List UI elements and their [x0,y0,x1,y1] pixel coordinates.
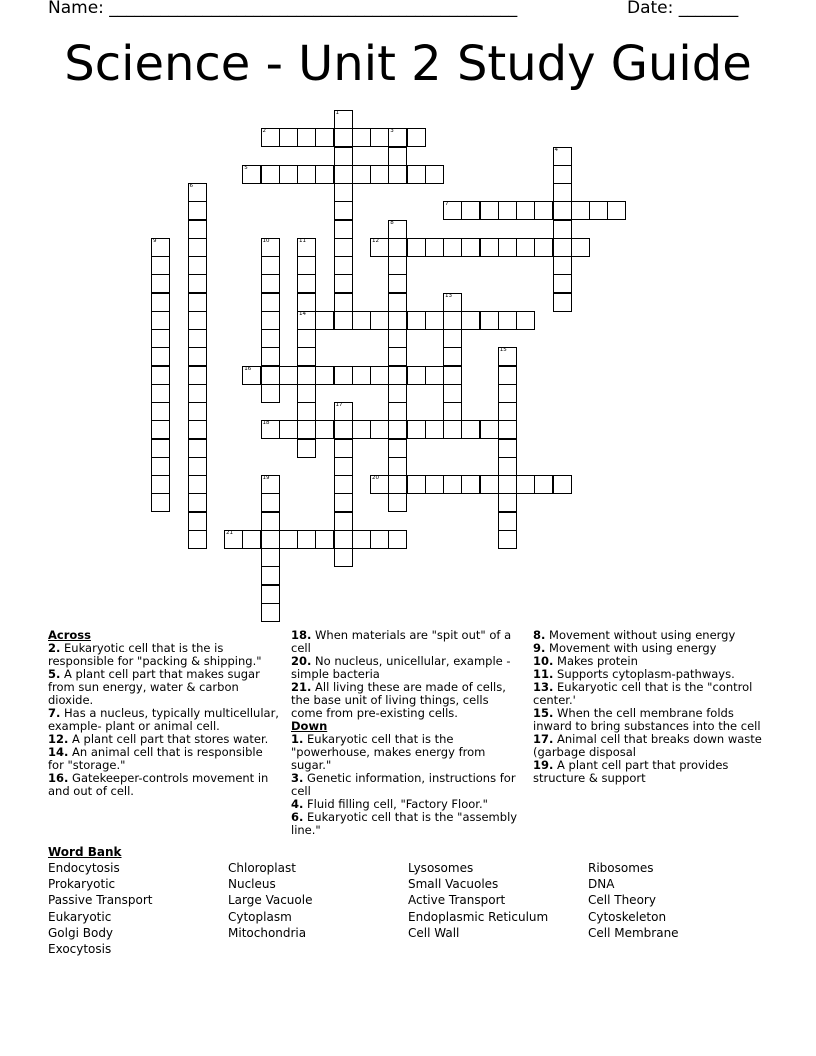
crossword-cell[interactable] [261,165,280,184]
crossword-cell[interactable] [261,512,280,531]
crossword-cell[interactable] [297,347,316,366]
clue-number: 20 [372,475,379,481]
clue-number: 16 [244,365,252,372]
crossword-cell[interactable] [553,475,572,494]
crossword-cell[interactable] [279,530,298,549]
crossword-cell[interactable] [297,329,316,348]
clue-down-10: 10. Makes protein [533,654,638,668]
crossword-cell[interactable] [188,329,207,348]
crossword-cell[interactable] [407,311,426,330]
clue-number: 8 [390,219,394,226]
crossword-cell[interactable] [188,493,207,512]
crossword-cell[interactable] [425,311,444,330]
crossword-cell[interactable] [498,475,517,494]
clue-number: 7 [445,201,449,208]
crossword-cell[interactable] [388,347,407,366]
crossword-cell[interactable] [443,384,462,403]
crossword-cell[interactable] [480,420,499,439]
crossword-cell[interactable] [334,311,353,330]
word-bank-item: Endoplasmic Reticulum [408,909,549,924]
clue-number: 3 [390,128,394,135]
crossword-cell[interactable] [151,420,170,439]
crossword-cell[interactable] [151,274,170,293]
crossword-cell[interactable] [188,475,207,494]
crossword-cell[interactable] [498,512,517,531]
crossword-cell[interactable] [188,384,207,403]
crossword-cell[interactable] [261,585,280,604]
crossword-cell[interactable] [151,384,170,403]
crossword-cell[interactable] [261,384,280,403]
clue-across-18: 18. When materials are "spit out" of a cell [291,628,512,655]
across-heading: Across [48,628,91,642]
crossword-cell[interactable] [553,220,572,239]
crossword-cell[interactable] [388,256,407,275]
clue-number: 1 [335,110,339,116]
crossword-cell[interactable] [407,420,426,439]
clue-down-19: 19. A plant cell part that provides structure & support [533,758,729,785]
clue-across-20: 20. No nucleus, unicellular, example - simple bacteria [291,654,511,681]
clue-number: 19 [262,475,270,481]
word-bank-item: Lysosomes [408,861,474,875]
crossword-cell[interactable] [334,256,353,275]
crossword-cell[interactable] [388,457,407,476]
word-bank-item: Cell Wall [408,925,460,940]
word-bank-item: Passive Transport [48,893,153,908]
crossword-cell[interactable] [297,128,316,147]
down-heading: Down [291,719,328,733]
crossword-cell[interactable] [498,311,517,330]
crossword-cell[interactable] [261,420,280,439]
word-bank-item: Nucleus [228,877,276,892]
crossword-cell[interactable] [352,420,371,439]
crossword-cell[interactable] [607,201,626,220]
crossword-cell[interactable] [388,439,407,458]
crossword-cell[interactable] [407,165,426,184]
clue-number: 18 [262,420,270,427]
clue-down-9: 9. Movement with using energy [533,641,717,655]
crossword-cell[interactable] [242,165,261,184]
clue-across-21: 21. All living these are made of cells, the base unit of living things, cells come from pre-existing cells. [291,680,506,720]
crossword-cell[interactable] [388,165,407,184]
crossword-cell[interactable] [516,475,535,494]
crossword-cell[interactable] [315,530,334,549]
crossword-cell[interactable] [388,384,407,403]
crossword-cell[interactable] [297,402,316,421]
crossword-cell[interactable] [534,475,553,494]
word-bank-col-1 [48,860,153,957]
crossword-cell[interactable] [352,311,371,330]
crossword-cell[interactable] [407,475,426,494]
crossword-cell[interactable] [261,311,280,330]
crossword-cell[interactable] [425,165,444,184]
crossword-cell[interactable] [370,366,389,385]
crossword-cell[interactable] [498,457,517,476]
crossword-cell[interactable] [407,238,426,257]
crossword-cell[interactable] [425,475,444,494]
crossword-cell[interactable] [188,274,207,293]
crossword-cell[interactable] [553,274,572,293]
crossword-cell[interactable] [334,493,353,512]
crossword-cell[interactable] [279,366,298,385]
page-title: Science - Unit 2 Study Guide [64,36,752,92]
crossword-cell[interactable] [461,475,480,494]
crossword-cell[interactable] [407,366,426,385]
crossword-cell[interactable] [571,238,590,257]
word-bank-item: Active Transport [408,893,506,908]
crossword-cell[interactable] [334,457,353,476]
clue-number: 4 [554,146,558,153]
crossword-cell[interactable] [388,274,407,293]
crossword-cell[interactable] [443,475,462,494]
clue-number: 10 [262,237,270,244]
crossword-cell[interactable] [297,530,316,549]
crossword-cell[interactable] [151,238,170,257]
crossword-cell[interactable] [334,402,353,421]
clue-down-13: 13. Eukaryotic cell that is the "control center.' [533,680,753,707]
crossword-cell[interactable] [388,366,407,385]
crossword-cell[interactable] [261,566,280,585]
crossword-cell[interactable] [297,311,316,330]
crossword-cell[interactable] [461,420,480,439]
crossword-cell[interactable] [188,201,207,220]
crossword-cell[interactable] [498,201,517,220]
crossword-cell[interactable] [334,165,353,184]
clue-number: 21 [226,529,233,536]
crossword-cell[interactable] [498,420,517,439]
crossword-cell[interactable] [498,347,517,366]
crossword-cell[interactable] [188,347,207,366]
crossword-cell[interactable] [151,366,170,385]
clue-across-14: 14. An animal cell that is responsible for "storage." [48,745,263,772]
crossword-cell[interactable] [334,293,353,312]
crossword-cell[interactable] [151,493,170,512]
crossword-cell[interactable] [352,366,371,385]
crossword-cell[interactable] [553,147,572,166]
clues-col-3 [533,629,768,785]
clue-number: 12 [372,237,379,244]
crossword-cell[interactable] [261,274,280,293]
crossword-cell[interactable] [388,329,407,348]
crossword-cell[interactable] [388,311,407,330]
clue-down-17: 17. Animal cell that breaks down waste (garbage disposal [533,732,762,759]
crossword-cell[interactable] [151,347,170,366]
crossword-cell[interactable] [334,201,353,220]
crossword-cell[interactable] [425,366,444,385]
crossword-cell[interactable] [315,165,334,184]
clue-down-3: 3. Genetic information, instructions for cell [291,771,516,798]
word-bank-item: Large Vacuole [228,893,313,908]
crossword-cell[interactable] [516,311,535,330]
crossword-cell[interactable] [388,128,407,147]
crossword-cell[interactable] [188,439,207,458]
crossword-cell[interactable] [388,530,407,549]
crossword-cell[interactable] [188,220,207,239]
crossword-cell[interactable] [334,183,353,202]
crossword-cell[interactable] [261,256,280,275]
crossword-cell[interactable] [334,274,353,293]
crossword-cell[interactable] [443,329,462,348]
crossword-cell[interactable] [370,530,389,549]
crossword-cell[interactable] [315,128,334,147]
crossword-cell[interactable] [297,384,316,403]
crossword-cell[interactable] [297,439,316,458]
crossword-cell[interactable] [151,329,170,348]
crossword-cell[interactable] [370,165,389,184]
crossword-cell[interactable] [261,603,280,622]
crossword-cell[interactable] [553,201,572,220]
word-bank-item: Eukaryotic [48,909,112,924]
crossword-cell[interactable] [261,475,280,494]
crossword-cell[interactable] [334,512,353,531]
crossword-cell[interactable] [151,475,170,494]
crossword-cell[interactable] [334,366,353,385]
crossword-cell[interactable] [315,420,334,439]
crossword-cell[interactable] [261,366,280,385]
crossword-cell[interactable] [334,147,353,166]
crossword-cell[interactable] [151,256,170,275]
crossword-cell[interactable] [261,293,280,312]
word-bank-item: Chloroplast [228,861,296,875]
crossword-cell[interactable] [480,311,499,330]
crossword-cell[interactable] [334,128,353,147]
crossword-cell[interactable] [534,201,553,220]
word-bank-item: Ribosomes [588,861,654,875]
crossword-cell[interactable] [461,238,480,257]
clue-number: 5 [244,164,248,171]
crossword-cell[interactable] [498,366,517,385]
crossword-cell[interactable] [443,347,462,366]
crossword-cell[interactable] [498,439,517,458]
crossword-cell[interactable] [151,457,170,476]
crossword-cell[interactable] [516,238,535,257]
word-bank-col-4 [588,860,679,941]
crossword-cell[interactable] [279,165,298,184]
crossword-cell[interactable] [188,420,207,439]
clue-number: 17 [335,402,343,408]
name-field-label: Name: ________________________________________________ [48,0,518,18]
clue-down-15: 15. When the cell membrane folds inward to bring substances into the cell [533,706,761,733]
crossword-cell[interactable] [352,165,371,184]
word-bank-item: Endocytosis [48,861,120,875]
clues-col-1 [48,629,280,798]
crossword-cell[interactable] [297,293,316,312]
crossword-cell[interactable] [425,238,444,257]
clue-down-11: 11. Supports cytoplasm-pathways. [533,667,735,681]
word-bank-item: Prokaryotic [48,877,116,892]
crossword-cell[interactable] [388,420,407,439]
clue-number: 6 [189,183,193,189]
crossword-cell[interactable] [261,238,280,257]
date-field-label: Date: _______ [627,0,739,18]
crossword-cell[interactable] [261,530,280,549]
clue-number: 15 [499,347,507,354]
crossword-cell[interactable] [334,238,353,257]
word-bank-item: Cell Membrane [588,925,679,940]
crossword-cell[interactable] [334,420,353,439]
crossword-cell[interactable] [388,220,407,239]
crossword-cell[interactable] [498,384,517,403]
word-bank-col-3 [408,860,548,941]
clue-number: 9 [153,237,157,244]
clue-down-4: 4. Fluid filling cell, "Factory Floor." [291,797,488,811]
crossword-cell[interactable] [498,493,517,512]
crossword-cell[interactable] [388,147,407,166]
crossword-cell[interactable] [498,530,517,549]
clue-down-8: 8. Movement without using energy [533,628,736,642]
crossword-cell[interactable] [443,238,462,257]
crossword-cell[interactable] [388,238,407,257]
clue-number: 11 [299,237,306,244]
crossword-cell[interactable] [370,475,389,494]
crossword-cell[interactable] [388,293,407,312]
crossword-cell[interactable] [553,165,572,184]
clue-across-7: 7. Has a nucleus, typically multicellular, example- plant or animal cell. [48,706,279,733]
crossword-cell[interactable] [553,256,572,275]
crossword-cell[interactable] [534,238,553,257]
crossword-cell[interactable] [443,366,462,385]
crossword-cell[interactable] [516,201,535,220]
word-bank-item: Golgi Body [48,925,114,940]
crossword-cell[interactable] [407,128,426,147]
crossword-cell[interactable] [279,420,298,439]
crossword-cell[interactable] [443,402,462,421]
word-bank-col-2 [228,860,312,941]
crossword-cell[interactable] [388,402,407,421]
crossword-cell[interactable] [461,311,480,330]
crossword-cell[interactable] [297,256,316,275]
clue-number: 13 [445,292,452,299]
crossword-cell[interactable] [151,402,170,421]
crossword-cell[interactable] [261,548,280,567]
crossword-cell[interactable] [315,366,334,385]
word-bank-heading: Word Bank [48,845,122,859]
crossword-cell[interactable] [188,256,207,275]
clue-across-2: 2. Eukaryotic cell that is the is responsible for "packing & shipping." [48,641,262,668]
crossword-cell[interactable] [242,366,261,385]
crossword-cell[interactable] [151,439,170,458]
crossword-cell[interactable] [188,238,207,257]
clue-across-12: 12. A plant cell part that stores water. [48,732,269,746]
crossword-cell[interactable] [480,475,499,494]
clue-across-16: 16. Gatekeeper-controls movement in and out of cell. [48,771,269,798]
crossword-cell[interactable] [425,420,444,439]
crossword-cell[interactable] [261,128,280,147]
crossword-cell[interactable] [188,402,207,421]
crossword-cell[interactable] [297,366,316,385]
clue-down-1: 1. Eukaryotic cell that is the "powerhouse, makes energy from sugar." [291,732,486,772]
crossword-cell[interactable] [188,512,207,531]
crossword-cell[interactable] [188,530,207,549]
clue-number: 14 [299,310,306,317]
crossword-cell[interactable] [443,201,462,220]
crossword-cell[interactable] [261,493,280,512]
crossword-cell[interactable] [297,274,316,293]
crossword-cell[interactable] [571,201,590,220]
crossword-cell[interactable] [188,293,207,312]
crossword-cell[interactable] [498,402,517,421]
crossword-cell[interactable] [352,530,371,549]
crossword-cell[interactable] [297,165,316,184]
crossword-cell[interactable] [443,311,462,330]
crossword-cell[interactable] [334,220,353,239]
crossword-cell[interactable] [297,238,316,257]
crossword-cell[interactable] [188,311,207,330]
word-bank-item: Exocytosis [48,942,112,957]
crossword-cell[interactable] [461,201,480,220]
crossword-cell[interactable] [334,530,353,549]
crossword-cell[interactable] [388,475,407,494]
word-bank-item: Mitochondria [228,925,307,940]
crossword-cell[interactable] [315,311,334,330]
crossword-cell[interactable] [297,420,316,439]
crossword-cell[interactable] [388,493,407,512]
crossword-cell[interactable] [334,475,353,494]
word-bank-item: Cell Theory [588,893,656,908]
crossword-cell[interactable] [352,128,371,147]
crossword-cell[interactable] [553,183,572,202]
crossword-cell[interactable] [443,420,462,439]
crossword-cell[interactable] [188,366,207,385]
crossword-cell[interactable] [480,201,499,220]
clue-down-6: 6. Eukaryotic cell that is the "assembly line." [291,810,518,837]
crossword-cell[interactable] [188,457,207,476]
word-bank-item: Cytoplasm [228,909,292,924]
word-bank-item: Small Vacuoles [408,877,499,892]
clues-col-2 [291,629,523,837]
crossword-cell[interactable] [443,293,462,312]
crossword-cell[interactable] [553,293,572,312]
crossword-cell[interactable] [334,548,353,567]
crossword-cell[interactable] [188,183,207,202]
crossword-cell[interactable] [553,238,572,257]
crossword-cell[interactable] [151,311,170,330]
clue-number: 2 [262,128,266,135]
word-bank-item: DNA [588,877,615,892]
crossword-cell[interactable] [498,238,517,257]
crossword-cell[interactable] [589,201,608,220]
word-bank-item: Cytoskeleton [588,909,667,924]
crossword-cell[interactable] [279,128,298,147]
crossword-cell[interactable] [370,420,389,439]
crossword-cell[interactable] [261,329,280,348]
crossword-cell[interactable] [334,439,353,458]
crossword-cell[interactable] [370,128,389,147]
crossword-cell[interactable] [370,238,389,257]
crossword-cell[interactable] [370,311,389,330]
clue-across-5: 5. A plant cell part that makes sugar from sun energy, water & carbon dioxide. [48,667,260,707]
crossword-cell[interactable] [242,530,261,549]
crossword-cell[interactable] [334,110,353,129]
crossword-cell[interactable] [224,530,243,549]
crossword-cell[interactable] [480,238,499,257]
crossword-cell[interactable] [151,293,170,312]
crossword-cell[interactable] [261,347,280,366]
